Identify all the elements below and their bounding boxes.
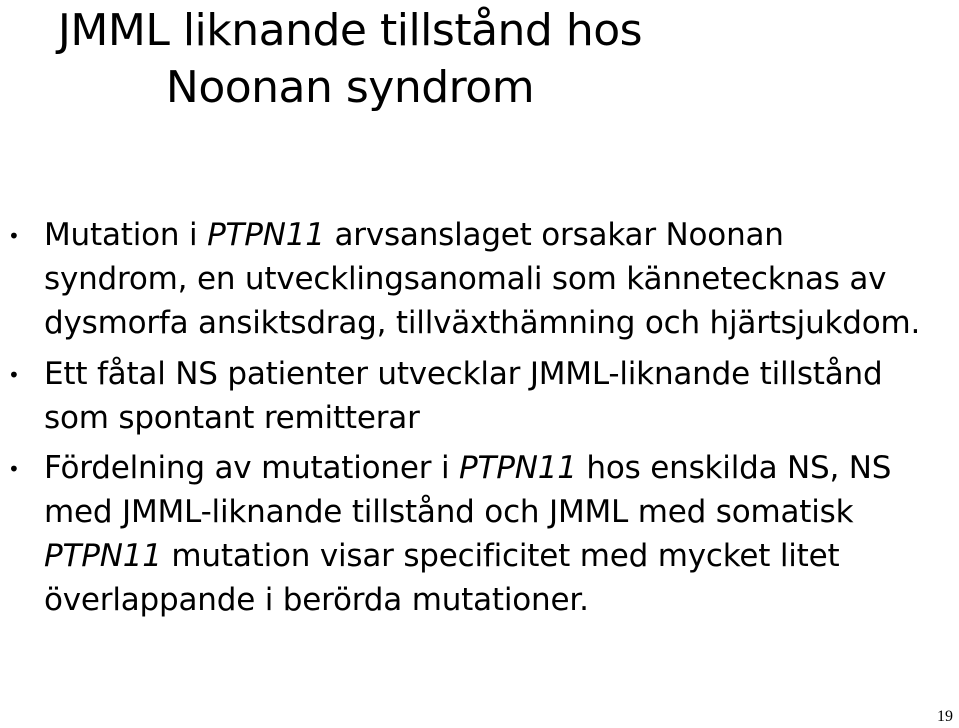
slide-title-line-2: Noonan syndrom (165, 62, 535, 113)
bullet-marker: • (8, 457, 20, 481)
slide-title (0, 2, 700, 116)
bullet-text: Ett fåtal NS patienter utvecklar JMML-liknande tillstånd som spontant remitterar (44, 356, 883, 436)
gene-name-ptpn11: PTPN11 (44, 538, 162, 574)
bullet-marker: • (8, 224, 20, 248)
slide-title-line-1: JMML liknande tillstånd hos (57, 5, 643, 56)
gene-name-ptpn11: PTPN11 (459, 450, 577, 486)
bullet-item-ptpn11-noonan (0, 213, 930, 345)
bullet-text-start: Mutation i (44, 217, 208, 253)
bullet-text-end: mutation visar specificitet med mycket litet överlappande i berörda mutationer. (44, 538, 840, 618)
bullet-text-start: Fördelning av mutationer i (44, 450, 460, 486)
gene-name-ptpn11: PTPN11 (207, 217, 325, 253)
bullet-text-end: arvsanslaget orsakar Noonan syndrom, en utvecklingsanomali som kännetecknas av dysmorfa ansiktsdrag, tillväxthämning och hjärtsjukdom. (44, 217, 921, 341)
bullet-text-middle: hos enskilda NS, NS med JMML-liknande tillstånd och JMML med somatisk (44, 450, 892, 530)
bullet-item-jmml-like-condition (0, 352, 930, 440)
page-number: 19 (937, 708, 953, 725)
bullet-item-mutation-distribution (0, 446, 930, 622)
bullet-list (0, 213, 930, 622)
bullet-marker: • (8, 363, 20, 387)
